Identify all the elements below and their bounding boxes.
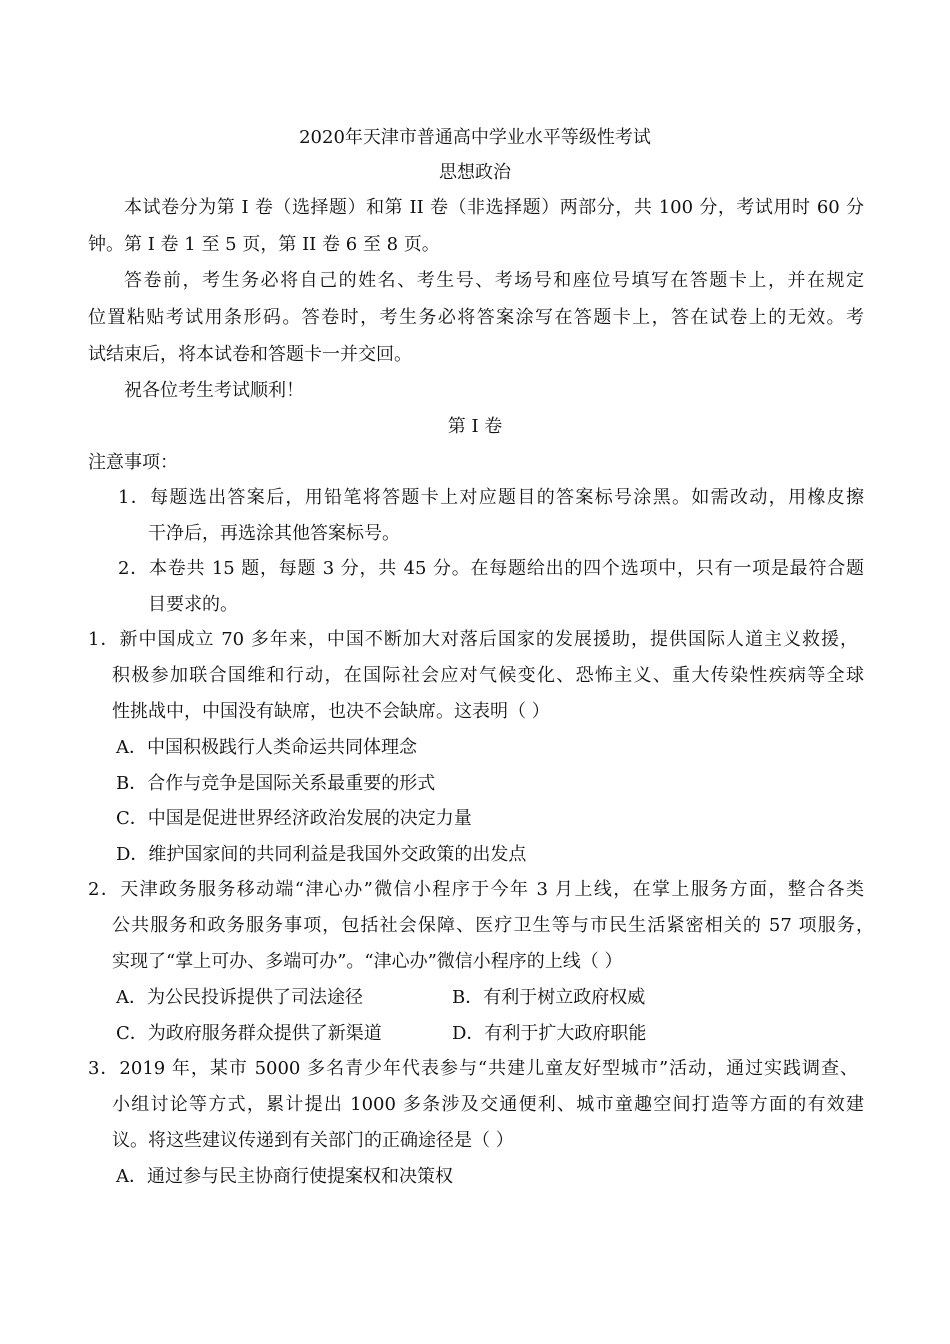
question-2-option-b: B．有利于树立政府权威 (452, 987, 646, 1008)
question-1-option-c: C．中国是促进世界经济政治发展的决定力量 (116, 808, 472, 829)
notice-item-1-line-2: 干净后，再选涂其他答案标号。 (148, 523, 400, 544)
question-1-option-b: B．合作与竞争是国际关系最重要的形式 (116, 773, 436, 794)
subject-title: 思想政治 (439, 162, 511, 183)
question-1-option-d: D．维护国家间的共同利益是我国外交政策的出发点 (116, 844, 527, 865)
question-2-line-1: 2．天津政务服务移动端“津心办”微信小程序于今年 3 月上线，在掌上服务方面，整合各类 (88, 879, 864, 900)
intro-paragraph-1-line-1: 本试卷分为第 I 卷（选择题）和第 II 卷（非选择题）两部分，共 100 分，考试用时 60 分 (124, 197, 864, 218)
intro-paragraph-2-line-1: 答卷前，考生务必将自己的姓名、考生号、考场号和座位号填写在答题卡上，并在规定 (124, 270, 864, 291)
notice-item-2-line-1: 2．本卷共 15 题，每题 3 分，共 45 分。在每题给出的四个选项中，只有一项是最符合题 (118, 558, 864, 579)
question-3-option-a: A．通过参与民主协商行使提案权和决策权 (116, 1166, 453, 1187)
question-3-line-2: 小组讨论等方式，累计提出 1000 多条涉及交通便利、城市童趣空间打造等方面的有效建 (112, 1094, 864, 1115)
intro-paragraph-2-line-2: 位置粘贴考试用条形码。答卷时，考生务必将答案涂写在答题卡上，答在试卷上的无效。考 (88, 307, 864, 328)
intro-good-luck: 祝各位考生考试顺利！ (124, 380, 304, 401)
notice-item-2-line-2: 目要求的。 (148, 594, 238, 615)
question-3-line-3: 议。将这些建议传递到有关部门的正确途径是（ ） (112, 1130, 514, 1151)
question-1-line-3: 性挑战中，中国没有缺席，也决不会缺席。这表明（ ） (112, 701, 550, 722)
exam-title: 2020年天津市普通高中学业水平等级性考试 (299, 127, 651, 148)
question-2-option-d: D．有利于扩大政府职能 (452, 1023, 647, 1044)
question-2-line-2: 公共服务和政务服务事项，包括社会保障、医疗卫生等与市民生活紧密相关的 57 项服务， (112, 915, 874, 936)
question-2-option-a: A．为公民投诉提供了司法途径 (116, 987, 363, 1008)
question-3-line-1: 3．2019 年，某市 5000 多名青少年代表参与“共建儿童友好型城市”活动，通过实践调查、 (88, 1058, 858, 1079)
notice-item-1-line-1: 1．每题选出答案后，用铅笔将答题卡上对应题目的答案标号涂黑。如需改动，用橡皮擦 (118, 487, 864, 508)
question-1-line-1: 1．新中国成立 70 多年来，中国不断加大对落后国家的发展援助，提供国际人道主义救援， (88, 629, 858, 650)
intro-paragraph-1-line-2: 钟。第 I 卷 1 至 5 页，第 II 卷 6 至 8 页。 (88, 234, 440, 255)
section-title: 第 I 卷 (447, 416, 503, 437)
question-2-line-3: 实现了“掌上可办、多端可办”。“津心办”微信小程序的上线（ ） (112, 951, 623, 972)
question-1-option-a: A．中国积极践行人类命运共同体理念 (116, 737, 417, 758)
intro-paragraph-2-line-3: 试结束后，将本试卷和答题卡一并交回。 (88, 344, 412, 365)
question-1-line-2: 积极参加联合国维和行动，在国际社会应对气候变化、恐怖主义、重大传染性疾病等全球 (112, 665, 864, 686)
question-2-option-c: C．为政府服务群众提供了新渠道 (116, 1023, 382, 1044)
notice-heading: 注意事项： (88, 452, 178, 473)
